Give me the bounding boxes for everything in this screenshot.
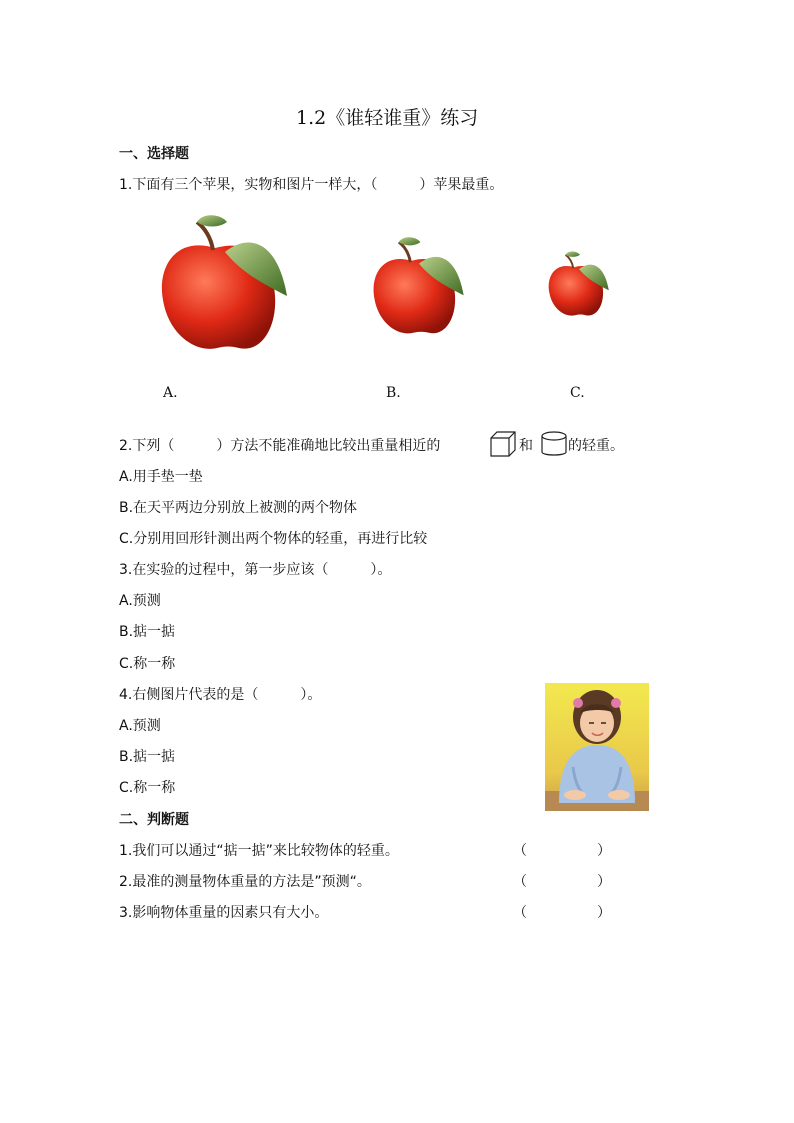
apple-large-icon [155, 208, 295, 358]
girl-photo-icon [545, 683, 649, 811]
judgement-answer-1[interactable]: （ ） [513, 843, 611, 859]
question-2-text-c: 的轻重。 [568, 438, 624, 454]
judgement-item-1: 1.我们可以通过“掂一掂”来比较物体的轻重。 [119, 843, 399, 859]
question-3-option-b: B.掂一掂 [119, 624, 176, 640]
question-3: 3.在实验的过程中，第一步应该（ ）。 [119, 562, 392, 578]
judgement-answer-3[interactable]: （ ） [513, 905, 611, 921]
section-heading-choice: 一、选择题 [119, 146, 189, 162]
page-title: 1.2《谁轻谁重》练习 [296, 107, 479, 129]
question-2-text-b: 和 [519, 438, 533, 454]
question-3-option-a: A.预测 [119, 593, 161, 609]
apple-label-a: A. [163, 385, 178, 401]
cylinder-icon [540, 430, 568, 458]
question-2-option-a: A.用手垫一垫 [119, 469, 203, 485]
judgement-item-3: 3.影响物体重量的因素只有大小。 [119, 905, 329, 921]
question-4-option-c: C.称一称 [119, 780, 176, 796]
judgement-answer-2[interactable]: （ ） [513, 874, 611, 890]
question-4: 4.右侧图片代表的是（ ）。 [119, 687, 322, 703]
apple-medium-icon [368, 232, 470, 340]
apple-small-icon [545, 248, 613, 320]
question-2-option-c: C.分别用回形针测出两个物体的轻重，再进行比较 [119, 531, 428, 547]
question-2-option-b: B.在天平两边分别放上被测的两个物体 [119, 500, 358, 516]
question-4-option-b: B.掂一掂 [119, 749, 176, 765]
question-2-text-a: 2.下列（ ）方法不能准确地比较出重量相近的 [119, 438, 441, 454]
cube-icon [489, 430, 517, 458]
judgement-item-2: 2.最准的测量物体重量的方法是”预测“。 [119, 874, 371, 890]
question-1: 1.下面有三个苹果，实物和图片一样大，（ ）苹果最重。 [119, 177, 504, 193]
apple-label-b: B. [386, 385, 401, 401]
question-4-option-a: A.预测 [119, 718, 161, 734]
apple-label-c: C. [570, 385, 585, 401]
question-3-option-c: C.称一称 [119, 656, 176, 672]
section-heading-judgement: 二、判断题 [119, 812, 189, 828]
